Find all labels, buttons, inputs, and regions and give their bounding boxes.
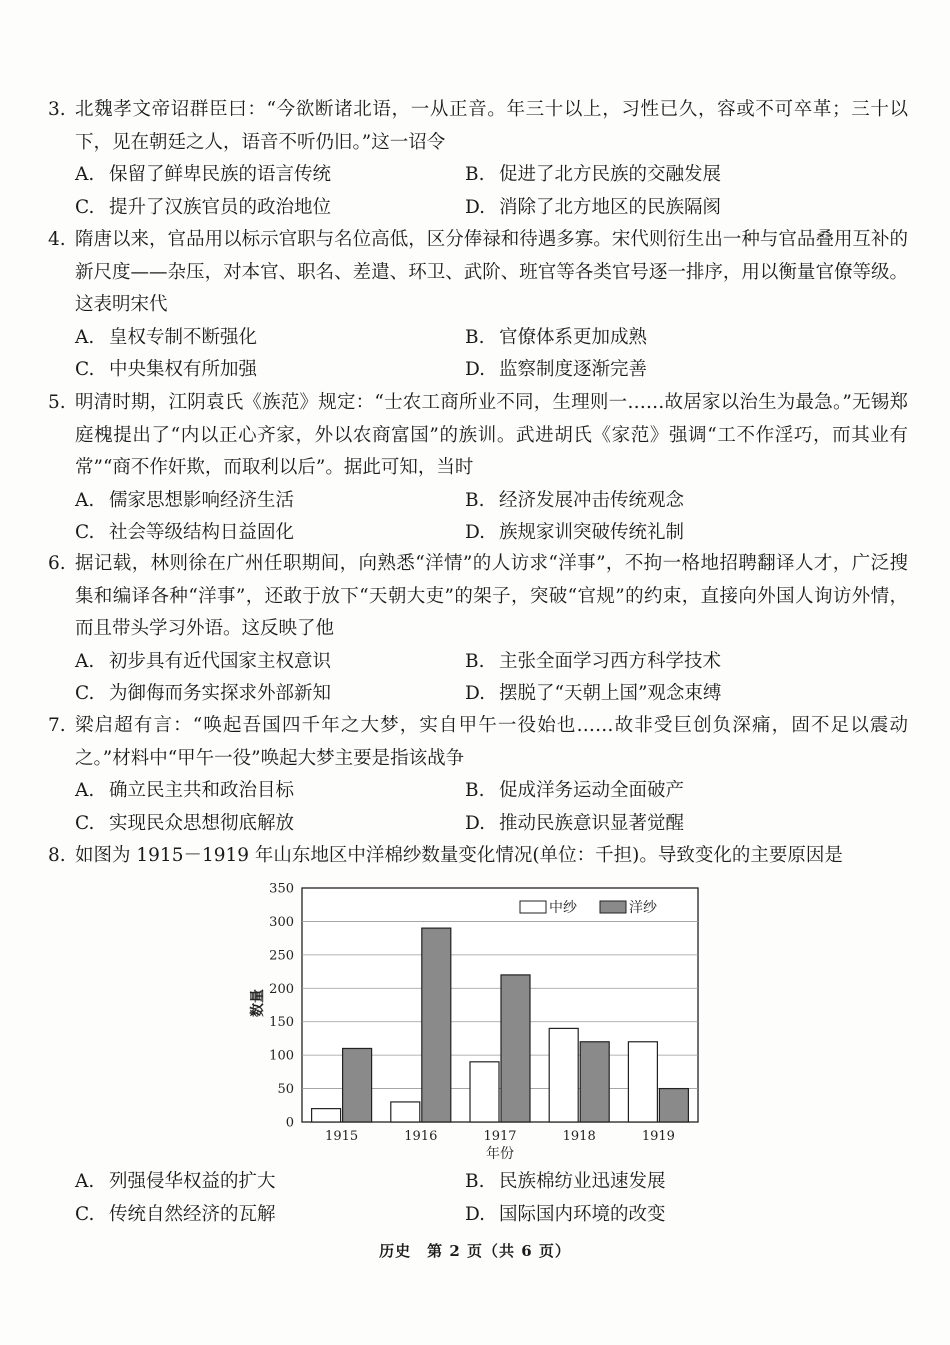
y-tick-label: 250 (269, 948, 294, 964)
y-tick-label: 150 (269, 1015, 294, 1031)
x-tick-label: 1915 (325, 1129, 359, 1144)
option-d[interactable]: D. 推动民族意识显著觉醒 (465, 812, 685, 834)
bar-series1 (312, 1109, 341, 1122)
option-a[interactable]: A. 确立民主共和政治目标 (75, 780, 295, 801)
options (75, 159, 908, 224)
option-c[interactable]: C. 传统自然经济的瓦解 (75, 1203, 276, 1225)
y-tick-label: 300 (269, 914, 294, 930)
options (75, 1166, 908, 1231)
option-a[interactable]: A. 列强侵华权益的扩大 (75, 1171, 276, 1192)
bar-series1 (549, 1028, 578, 1122)
question-5 (48, 387, 908, 550)
question-6 (48, 548, 908, 711)
option-c[interactable]: C. 为御侮而务实探求外部新知 (75, 683, 332, 704)
option-b[interactable]: B. 主张全面学习西方科学技术 (465, 650, 722, 672)
question-number: 6. (48, 553, 66, 574)
option-a[interactable]: A. 初步具有近代国家主权意识 (75, 650, 332, 672)
option-d[interactable]: D. 消除了北方地区的民族隔阂 (465, 196, 722, 218)
option-a[interactable]: A. 儒家思想影响经济生活 (75, 489, 295, 511)
question-number: 8. (48, 845, 66, 866)
legend-swatch (520, 901, 546, 913)
legend-label: 洋纱 (629, 900, 657, 916)
question-8 (48, 840, 908, 873)
option-d[interactable]: D. 国际国内环境的改变 (465, 1203, 666, 1225)
options (75, 322, 908, 387)
question-number: 7. (48, 715, 66, 736)
legend-swatch (600, 901, 626, 913)
option-c[interactable]: C. 提升了汉族官员的政治地位 (75, 196, 332, 218)
y-tick-label: 350 (269, 881, 294, 897)
options (75, 775, 908, 840)
y-tick-label: 200 (269, 981, 294, 997)
x-tick-label: 1919 (641, 1129, 675, 1144)
options (75, 485, 908, 550)
option-b[interactable]: B. 民族棉纺业迅速发展 (465, 1171, 666, 1192)
question-8-options (48, 1166, 908, 1231)
bar-series2 (422, 928, 451, 1122)
x-axis-label: 年份 (486, 1146, 514, 1162)
page-footer: 历史 第 2 页（共 6 页） (379, 1242, 571, 1260)
question-number: 4. (48, 229, 66, 250)
option-a[interactable]: A. 皇权专制不断强化 (75, 326, 258, 348)
question-number: 3. (48, 99, 66, 120)
bar-series2 (580, 1042, 609, 1122)
option-d[interactable]: D. 族规家训突破传统礼制 (465, 522, 685, 543)
option-c[interactable]: C. 中央集权有所加强 (75, 359, 258, 380)
question-stem: 如图为 1915－1919 年山东地区中洋棉纱数量变化情况(单位：千担)。导致变化的主要原因是 (75, 845, 843, 866)
question-stem: 北魏孝文帝诏群臣曰：“今欲断诸北语，一从正音。年三十以上，习性已久，容或不可卒革；三十以下，见在朝廷之人，语音不听仍旧。”这一诏令 (75, 99, 908, 153)
question-stem: 隋唐以来，官品用以标示官职与名位高低，区分俸禄和待遇多寡。宋代则衍生出一种与官品叠用互补的新尺度——杂压，对本官、职名、差遣、环卫、武阶、班官等各类官号逐一排序，用以衡量官僚等级。这表明宋代 (75, 229, 908, 315)
bar-series2 (501, 975, 530, 1122)
question-7 (48, 710, 908, 840)
option-c[interactable]: C. 社会等级结构日益固化 (75, 522, 295, 543)
bar-series1 (628, 1042, 657, 1122)
question-stem: 明清时期，江阴袁氏《族范》规定：“士农工商所业不同，生理则一……故居家以治生为最急。”无锡郑庭槐提出了“内以正心齐家，外以农商富国”的族训。武进胡氏《家范》强调“工不作淫巧，而其业有常”“商不作奸欺，而取利以后”。据此可知，当时 (75, 392, 908, 478)
question-stem: 据记载，林则徐在广州任职期间，向熟悉“洋情”的人访求“洋事”，不拘一格地招聘翻译人才，广泛搜集和编译各种“洋事”，还敢于放下“天朝大吏”的架子，突破“官规”的约束，直接向外国人询访外情，而且带头学习外语。这反映了他 (75, 553, 908, 639)
option-d[interactable]: D. 监察制度逐渐完善 (465, 359, 648, 380)
y-tick-label: 50 (277, 1082, 294, 1098)
option-b[interactable]: B. 官僚体系更加成熟 (465, 326, 648, 348)
y-tick-label: 0 (285, 1115, 294, 1131)
option-b[interactable]: B. 促进了北方民族的交融发展 (465, 164, 722, 185)
option-a[interactable]: A. 保留了鲜卑民族的语言传统 (75, 164, 332, 185)
bar-chart (240, 872, 710, 1162)
question-number: 5. (48, 392, 66, 413)
legend-label: 中纱 (549, 900, 577, 916)
question-stem: 梁启超有言：“唤起吾国四千年之大梦，实自甲午一役始也……故非受巨创负深痛，固不足以震动之。”材料中“甲午一役”唤起大梦主要是指该战争 (75, 715, 908, 769)
bar-series2 (343, 1048, 372, 1122)
y-tick-label: 100 (269, 1048, 294, 1064)
x-tick-label: 1917 (483, 1129, 517, 1144)
bar-series2 (659, 1089, 688, 1122)
question-4 (48, 224, 908, 387)
question-3 (48, 94, 908, 224)
bar-chart-svg (240, 872, 710, 1162)
option-d[interactable]: D. 摆脱了“天朝上国”观念束缚 (465, 683, 722, 704)
bar-series1 (470, 1062, 499, 1122)
x-tick-label: 1918 (562, 1129, 596, 1144)
options (75, 646, 908, 711)
x-tick-label: 1916 (404, 1129, 438, 1144)
y-axis-label: 数量 (250, 989, 266, 1017)
bar-series1 (391, 1102, 420, 1122)
option-b[interactable]: B. 促成洋务运动全面破产 (465, 780, 685, 801)
option-b[interactable]: B. 经济发展冲击传统观念 (465, 489, 685, 511)
option-c[interactable]: C. 实现民众思想彻底解放 (75, 812, 295, 834)
